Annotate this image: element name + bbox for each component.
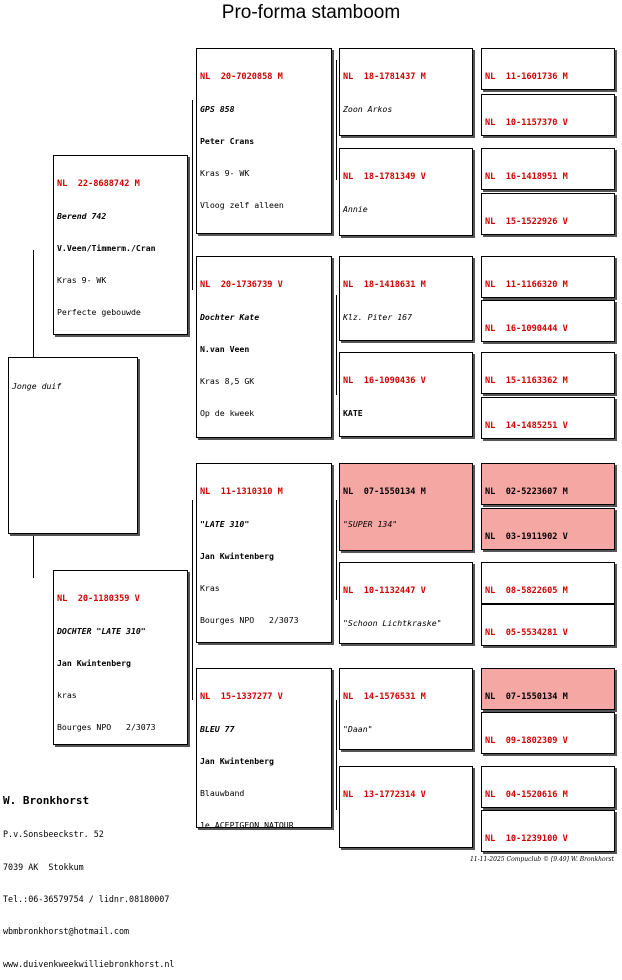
pigeon-name: Annie bbox=[343, 204, 368, 215]
spacer bbox=[343, 822, 469, 833]
owner: Jan Kwintenberg bbox=[200, 551, 274, 562]
great-grandparent-card[interactable] bbox=[339, 463, 473, 551]
ring-number: NL 03-1911902 V bbox=[485, 532, 568, 543]
pigeon-name: GPS 858 bbox=[200, 104, 235, 115]
great-grandparent-card[interactable] bbox=[339, 562, 473, 644]
great-grandparent-card[interactable] bbox=[339, 766, 473, 848]
great-grandparent-card[interactable] bbox=[339, 352, 473, 437]
breeder-address: P.v.Sonsbeeckstr. 52 bbox=[3, 829, 104, 840]
great-grandparent-card[interactable] bbox=[339, 148, 473, 236]
ring-number: NL 15-1522926 V bbox=[485, 217, 568, 228]
ring-number: NL 11-1310310 M bbox=[200, 487, 283, 498]
ancestor-card[interactable] bbox=[481, 463, 615, 505]
ring-number: NL 16-1090444 V bbox=[485, 324, 568, 335]
detail-line: kras bbox=[57, 689, 77, 700]
ancestor-card[interactable] bbox=[481, 48, 615, 90]
ancestor-card[interactable] bbox=[481, 94, 615, 136]
connector bbox=[336, 60, 337, 180]
ring-number: NL 22-8688742 M bbox=[57, 179, 140, 190]
connector bbox=[336, 500, 337, 600]
pigeon-name: DOCHTER "LATE 310" bbox=[57, 626, 146, 637]
detail-line: Vloog zelf alleen bbox=[200, 199, 284, 210]
breeder-city: 7039 AK Stokkum bbox=[3, 861, 84, 872]
ring-number: NL 13-1772314 V bbox=[343, 790, 426, 801]
ring-number: NL 04-1520616 M bbox=[485, 790, 568, 801]
ancestor-card[interactable] bbox=[481, 397, 615, 439]
ring-number: NL 10-1132447 V bbox=[343, 586, 426, 597]
ring-number: NL 02-5223607 M bbox=[485, 487, 568, 498]
ancestor-card[interactable] bbox=[481, 508, 615, 550]
ring-number: NL 11-1601736 M bbox=[485, 72, 568, 83]
owner: V.Veen/Timmerm./Cran bbox=[57, 243, 156, 254]
detail-line: Perfecte gebouwde bbox=[57, 306, 141, 317]
grandparent-card[interactable] bbox=[196, 668, 332, 828]
breeder-name: W. Bronkhorst bbox=[3, 793, 90, 807]
pigeon-name: "Schoon Lichtkraske" bbox=[343, 618, 442, 629]
ring-number: NL 10-1239100 V bbox=[485, 834, 568, 845]
pigeon-name: Klz. Piter 167 bbox=[343, 312, 413, 323]
connector bbox=[192, 500, 193, 700]
ancestor-card[interactable] bbox=[481, 193, 615, 235]
breeder-phone: Tel.:06-36579754 / lidnr.08180007 bbox=[3, 893, 170, 904]
ring-number: NL 09-1802309 V bbox=[485, 736, 568, 747]
great-grandparent-card[interactable] bbox=[339, 48, 473, 136]
ring-number: NL 20-7020858 M bbox=[200, 72, 283, 83]
ring-number: NL 20-1180359 V bbox=[57, 594, 140, 605]
grandparent-card[interactable] bbox=[196, 463, 332, 643]
detail-line bbox=[200, 232, 328, 235]
ring-number: NL 18-1418631 M bbox=[343, 280, 426, 291]
ring-number: NL 05-5534281 V bbox=[485, 628, 568, 639]
father-card[interactable] bbox=[53, 155, 188, 335]
ring-number: NL 14-1485251 V bbox=[485, 421, 568, 432]
ring-number: NL 10-1157370 V bbox=[485, 118, 568, 129]
detail-line: Bourges NPO 2/3073 bbox=[200, 614, 299, 625]
great-grandparent-card[interactable] bbox=[339, 668, 473, 750]
ring-number: NL 14-1576531 M bbox=[343, 692, 426, 703]
pigeon-name: "SUPER 134" bbox=[343, 519, 398, 530]
pigeon-name: Dochter Kate bbox=[200, 312, 260, 323]
pigeon-name: BLEU 77 bbox=[200, 724, 235, 735]
breeder-email[interactable]: wbmbronkhorst@hotmail.com bbox=[3, 926, 130, 937]
ring-number: NL 15-1337277 V bbox=[200, 692, 283, 703]
ancestor-card[interactable] bbox=[481, 352, 615, 394]
ring-number: NL 11-1166320 M bbox=[485, 280, 568, 291]
page-title: Pro-forma stamboom bbox=[221, 2, 401, 23]
detail-line: Kras bbox=[200, 582, 220, 593]
breeder-info bbox=[3, 772, 174, 980]
ring-number: NL 16-1090436 V bbox=[343, 376, 426, 387]
pigeon-name: Berend 742 bbox=[57, 211, 107, 222]
ring-number: NL 20-1736739 V bbox=[200, 280, 283, 291]
connector bbox=[192, 100, 193, 290]
grandparent-card[interactable] bbox=[196, 48, 332, 234]
detail-line: Op de kweek bbox=[200, 407, 255, 418]
detail-line: Kras 8,5 GK bbox=[200, 375, 255, 386]
detail-line: Kras 9- WK bbox=[200, 167, 250, 178]
owner: Jan Kwintenberg bbox=[200, 756, 274, 767]
connector bbox=[336, 295, 337, 395]
ancestor-card[interactable] bbox=[481, 300, 615, 342]
ancestor-card[interactable] bbox=[481, 604, 615, 646]
detail-line: Blauwband bbox=[200, 787, 245, 798]
ring-number: NL 07-1550134 M bbox=[485, 692, 568, 703]
ancestor-card[interactable] bbox=[481, 148, 615, 190]
ring-number: NL 18-1781437 M bbox=[343, 72, 426, 83]
owner: Jan Kwintenberg bbox=[57, 658, 131, 669]
ring-number: NL 07-1550134 M bbox=[343, 487, 426, 498]
breeder-website[interactable]: www.duivenkweekwilliebronkhorst.nl bbox=[3, 958, 175, 969]
root-name: Jonge duif bbox=[12, 381, 62, 392]
detail-line: Kras 9- WK bbox=[57, 274, 107, 285]
connector bbox=[336, 700, 337, 810]
ancestor-card[interactable] bbox=[481, 810, 615, 852]
great-grandparent-card[interactable] bbox=[339, 256, 473, 341]
owner: N.van Veen bbox=[200, 344, 250, 355]
detail-line: 1e ACEPIGEON NATOUR bbox=[200, 819, 294, 828]
ring-number: NL 15-1163362 M bbox=[485, 376, 568, 387]
pigeon-name: "Daan" bbox=[343, 724, 373, 735]
grandparent-card[interactable] bbox=[196, 256, 332, 438]
ancestor-card[interactable] bbox=[481, 712, 615, 754]
ancestor-card[interactable] bbox=[481, 766, 615, 808]
ring-number: NL 08-5822605 M bbox=[485, 586, 568, 597]
ancestor-card[interactable] bbox=[481, 256, 615, 298]
mother-card[interactable] bbox=[53, 570, 188, 745]
pigeon-name: KATE bbox=[343, 408, 363, 419]
ring-number: NL 18-1781349 V bbox=[343, 172, 426, 183]
ancestor-card[interactable] bbox=[481, 562, 615, 604]
owner: Peter Crans bbox=[200, 136, 255, 147]
footer-credit: 11-11-2025 Compuclub © [9.49] W. Bronkhorst bbox=[469, 856, 614, 863]
pigeon-name: Zoon Arkos bbox=[343, 104, 393, 115]
detail-line: Bourges NPO 2/3073 bbox=[57, 721, 156, 732]
root-pigeon-card[interactable] bbox=[8, 357, 138, 534]
ring-number: NL 16-1418951 M bbox=[485, 172, 568, 183]
pigeon-name: "LATE 310" bbox=[200, 519, 250, 530]
ancestor-card[interactable] bbox=[481, 668, 615, 710]
